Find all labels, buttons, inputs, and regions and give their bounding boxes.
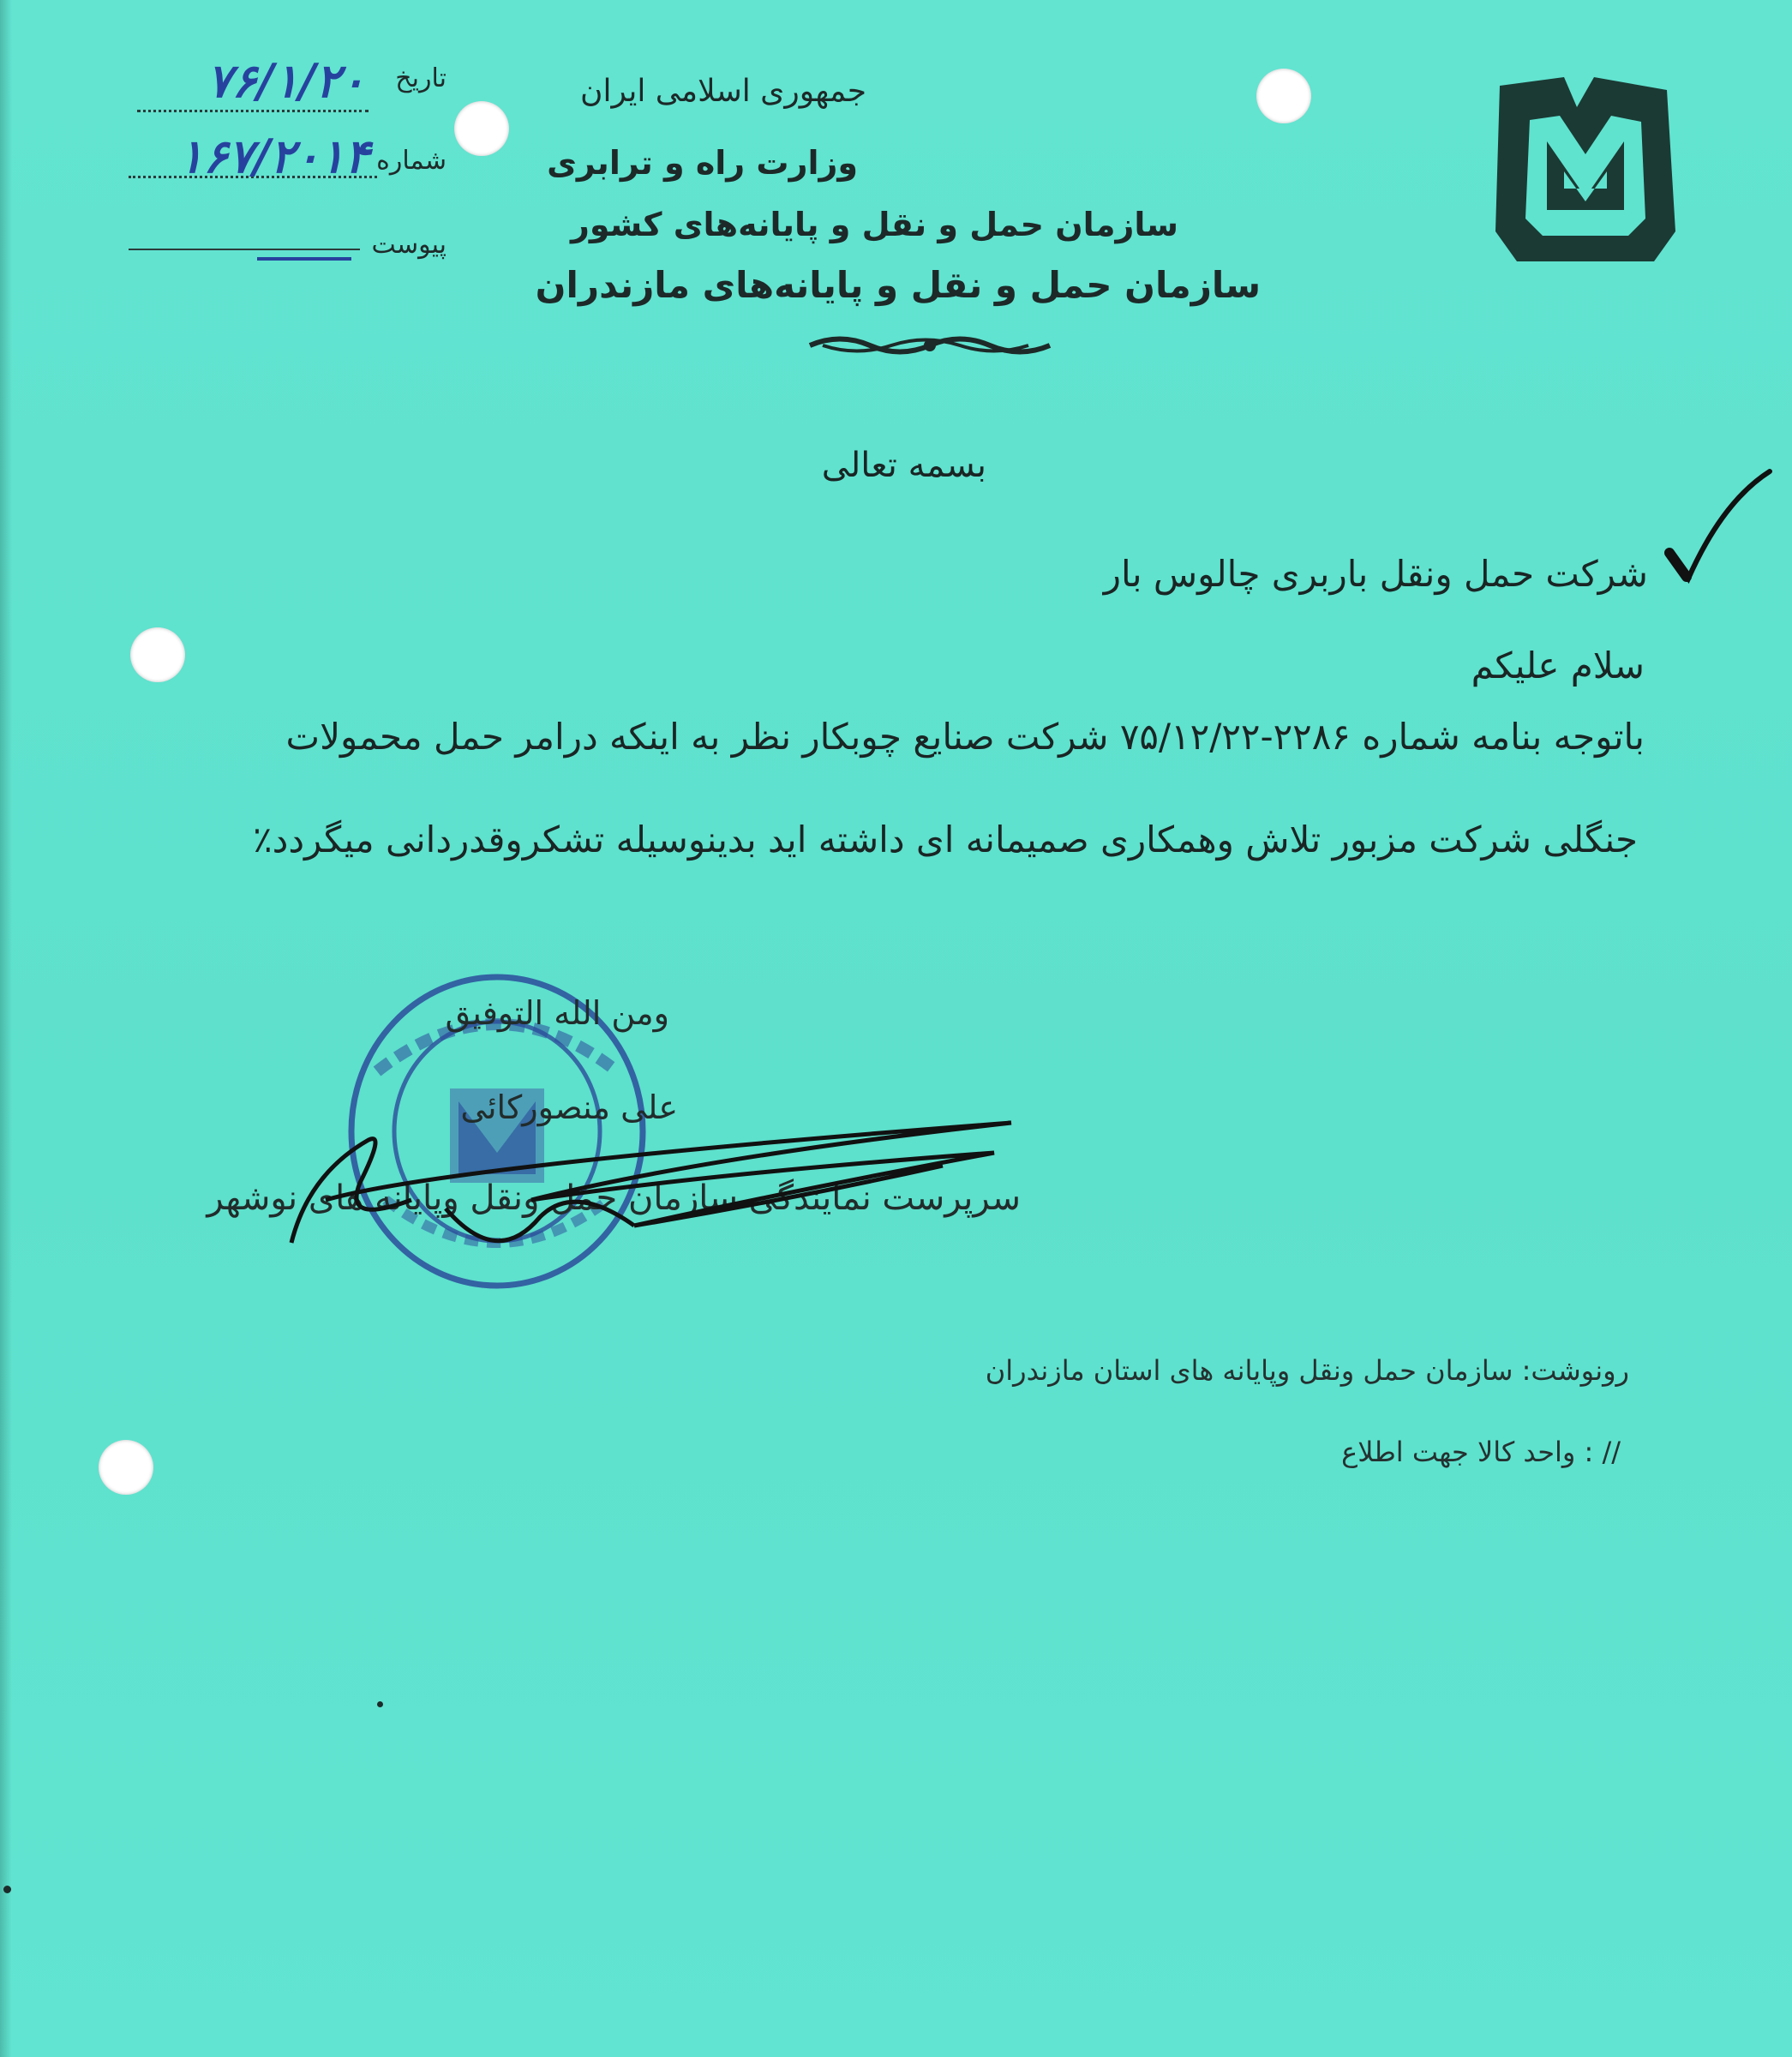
addressee: شرکت حمل ونقل باربری چالوس بار <box>1103 553 1648 595</box>
attachment-line <box>129 249 360 250</box>
signature-name: علی منصورکائی <box>460 1088 678 1126</box>
attachment-label: پیوست <box>371 230 447 260</box>
organization-logo <box>1483 60 1688 274</box>
punch-hole <box>1256 69 1311 123</box>
letterhead-ministry: وزارت راه و ترابری <box>547 144 858 182</box>
signature-title: سرپرست نمایندگی سازمان حمل ونقل وپایانه های نوشهر <box>207 1178 1021 1218</box>
paper-speck <box>3 1886 11 1893</box>
punch-hole <box>130 627 185 682</box>
attachment-underline-ink <box>257 257 351 261</box>
letterhead-provincial-org: سازمان حمل و نقل و پایانه‌های مازندران <box>535 264 1261 306</box>
body-paragraph-line-1: باتوجه بنامه شماره ۲۲۸۶-۷۵/۱۲/۲۲ شرکت صنایع چوبکار نظر به اینکه درامر حمل محمولات <box>285 716 1645 758</box>
signature-closing: ومن الله التوفیق <box>445 994 669 1032</box>
punch-hole <box>99 1440 153 1495</box>
paper-edge-shadow <box>0 0 12 2057</box>
letterhead-country: جمهوری اسلامی ایران <box>580 74 866 109</box>
checkmark-icon <box>1663 467 1774 587</box>
date-value: ۷۶/۱/۲۰ <box>207 53 365 108</box>
number-value: ۱۶۷/۲۰۱۴ <box>178 129 369 183</box>
body-paragraph-line-2: جنگلی شرکت مزبور تلاش وهمکاری صمیمانه ای داشته اید بدینوسیله تشکروقدردانی میگردد٪ <box>253 819 1638 861</box>
handwritten-signature <box>274 1071 1028 1268</box>
date-label: تاریخ <box>395 63 447 93</box>
ornament-divider <box>806 333 1054 358</box>
greeting: سلام علیکم <box>1471 645 1645 687</box>
bismillah-heading: بسمه تعالی <box>821 446 986 485</box>
number-label: شماره <box>376 146 447 176</box>
cc-recipient-2: // : واحد کالا جهت اطلاع <box>1341 1436 1621 1468</box>
cc-recipient-1: رونوشت: سازمان حمل ونقل وپایانه های استان مازندران <box>985 1354 1629 1387</box>
punch-hole <box>454 101 509 156</box>
letterhead-national-org: سازمان حمل و نقل و پایانه‌های کشور <box>571 206 1178 243</box>
paper-speck <box>377 1701 383 1707</box>
date-line <box>137 110 369 112</box>
